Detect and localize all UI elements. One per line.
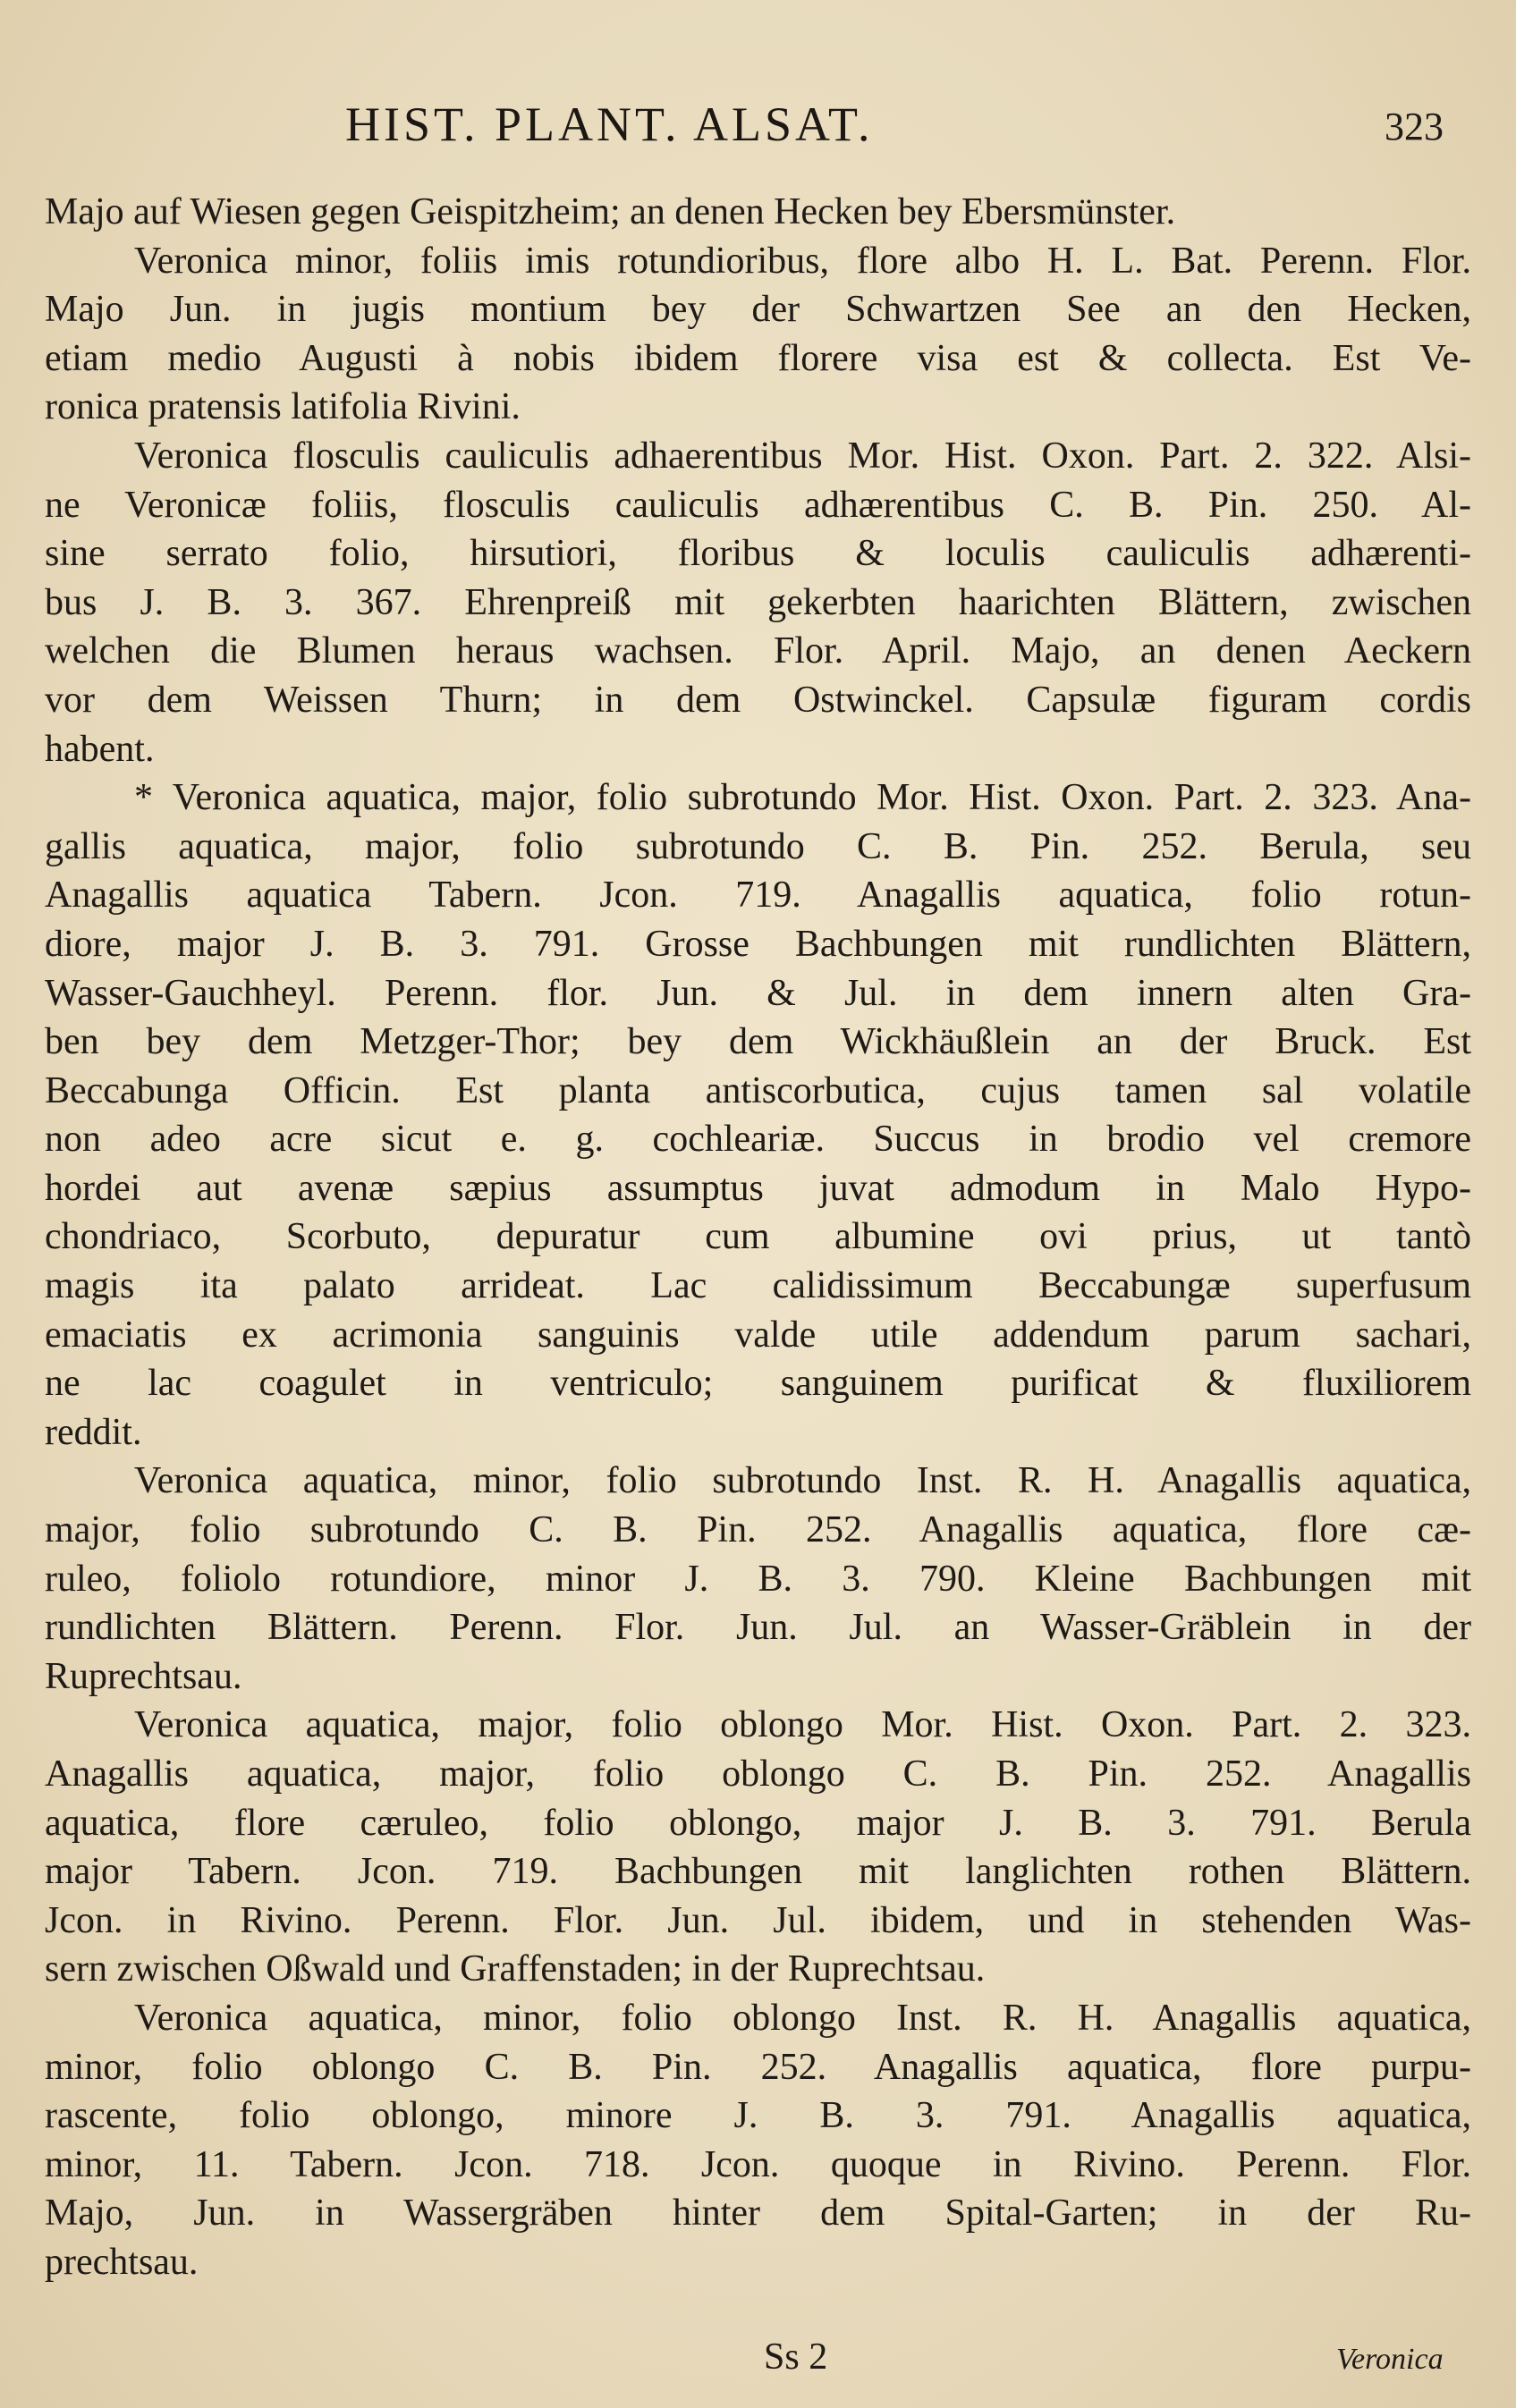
- text-line: ne Veronicæ foliis, flosculis cauliculis adhærentibus C. B. Pin. 250. Al-: [45, 484, 1471, 526]
- entry-veronica-aquatica-major-subrotundo: [45, 773, 1471, 1457]
- text-line: aquatica, flore cæruleo, folio oblongo, major J. B. 3. 791. Berula: [45, 1802, 1471, 1844]
- page-header: [0, 97, 1516, 159]
- text-line: emaciatis ex acrimonia sanguinis valde utile addendum parum sachari,: [45, 1314, 1471, 1356]
- text-line: chondriaco, Scorbuto, depuratur cum albumine ovi prius, ut tantò: [45, 1216, 1471, 1258]
- entry-veronica-aquatica-minor-oblongo: [45, 1994, 1471, 2287]
- text-line: Anagallis aquatica, major, folio oblongo C. B. Pin. 252. Anagallis: [45, 1753, 1471, 1795]
- text-line: diore, major J. B. 3. 791. Grosse Bachbungen mit rundlichten Blättern,: [45, 923, 1471, 965]
- entry-veronica-minor: [45, 237, 1471, 432]
- text-line: rascente, folio oblongo, minore J. B. 3. 791. Anagallis aquatica,: [45, 2095, 1471, 2137]
- body-text: [45, 188, 1471, 2287]
- running-head: HIST. PLANT. ALSAT.: [345, 97, 874, 151]
- text-line: Wasser-Gauchheyl. Perenn. flor. Jun. & Jul. in dem innern alten Gra-: [45, 972, 1471, 1014]
- entry-veronica-aquatica-minor-subrotundo: [45, 1457, 1471, 1701]
- text-line: ne lac coagulet in ventriculo; sanguinem purificat & fluxiliorem: [45, 1363, 1471, 1405]
- text-line: Beccabunga Officin. Est planta antiscorbutica, cujus tamen sal volatile: [45, 1069, 1471, 1111]
- text-line: * Veronica aquatica, major, folio subrotundo Mor. Hist. Oxon. Part. 2. 323. Ana-: [134, 777, 1471, 819]
- text-line: vor dem Weissen Thurn; in dem Ostwinckel. Capsulæ figuram cordis: [45, 679, 1471, 721]
- page-number: 323: [1385, 105, 1444, 148]
- text-line: welchen die Blumen heraus wachsen. Flor. April. Majo, an denen Aeckern: [45, 630, 1471, 672]
- text-line: hordei aut avenæ sæpius assumptus juvat admodum in Malo Hypo-: [45, 1167, 1471, 1209]
- text-line: minor, 11. Tabern. Jcon. 718. Jcon. quoque in Rivino. Perenn. Flor.: [45, 2143, 1471, 2185]
- text-line: Veronica minor, foliis imis rotundioribus, flore albo H. L. Bat. Perenn. Flor.: [134, 240, 1471, 282]
- text-line: etiam medio Augusti à nobis ibidem florere visa est & collecta. Est Ve-: [45, 337, 1471, 379]
- text-line: gallis aquatica, major, folio subrotundo C. B. Pin. 252. Berula, seu: [45, 825, 1471, 867]
- text-line: Veronica aquatica, minor, folio oblongo Inst. R. H. Anagallis aquatica,: [134, 1997, 1471, 2039]
- text-line: rundlichten Blättern. Perenn. Flor. Jun. Jul. an Wasser-Gräblein in der: [45, 1607, 1471, 1649]
- entry-veronica-flosculis: [45, 432, 1471, 773]
- text-line: ruleo, foliolo rotundiore, minor J. B. 3. 790. Kleine Bachbungen mit: [45, 1558, 1471, 1600]
- text-line: Majo Jun. in jugis montium bey der Schwartzen See an den Hecken,: [45, 289, 1471, 331]
- text-line: prechtsau.: [45, 2241, 199, 2283]
- text-line: Jcon. in Rivino. Perenn. Flor. Jun. Jul. ibidem, und in stehenden Was-: [45, 1899, 1471, 1941]
- text-line: major Tabern. Jcon. 719. Bachbungen mit langlichten rothen Blättern.: [45, 1851, 1471, 1893]
- text-line: Majo auf Wiesen gegen Geispitzheim; an denen Hecken bey Ebersmünster.: [45, 191, 1176, 232]
- text-line: magis ita palato arrideat. Lac calidissimum Beccabungæ superfusum: [45, 1265, 1471, 1307]
- text-line: bus J. B. 3. 367. Ehrenpreiß mit gekerbten haarichten Blättern, zwischen: [45, 581, 1471, 623]
- text-line: non adeo acre sicut e. g. cochleariæ. Succus in brodio vel cremore: [45, 1119, 1471, 1161]
- text-line: Veronica flosculis cauliculis adhaerentibus Mor. Hist. Oxon. Part. 2. 322. Alsi-: [134, 435, 1471, 477]
- text-line: reddit.: [45, 1411, 142, 1453]
- paragraph-ebersmuenster: [45, 188, 1471, 237]
- text-line: ben bey dem Metzger-Thor; bey dem Wickhäußlein an der Bruck. Est: [45, 1021, 1471, 1063]
- entry-veronica-aquatica-major-oblongo: [45, 1701, 1471, 1994]
- text-line: habent.: [45, 728, 155, 770]
- text-line: sine serrato folio, hirsutiori, floribus & loculis cauliculis adhærenti-: [45, 533, 1471, 575]
- text-line: Veronica aquatica, minor, folio subrotundo Inst. R. H. Anagallis aquatica,: [134, 1460, 1471, 1502]
- text-line: Ruprechtsau.: [45, 1655, 242, 1697]
- signature-mark: Ss 2: [764, 2336, 828, 2378]
- text-line: minor, folio oblongo C. B. Pin. 252. Anagallis aquatica, flore purpu-: [45, 2046, 1471, 2088]
- text-line: Veronica aquatica, major, folio oblongo Mor. Hist. Oxon. Part. 2. 323.: [134, 1704, 1471, 1746]
- text-line: Majo, Jun. in Wassergräben hinter dem Spital-Garten; in der Ru-: [45, 2193, 1471, 2235]
- text-line: Anagallis aquatica Tabern. Jcon. 719. Anagallis aquatica, folio rotun-: [45, 874, 1471, 917]
- text-line: ronica pratensis latifolia Rivini.: [45, 386, 521, 428]
- text-line: sern zwischen Oßwald und Graffenstaden; in der Ruprechtsau.: [45, 1948, 986, 1990]
- catchword: Veronica: [1336, 2343, 1444, 2376]
- page-footer: [0, 2336, 1516, 2389]
- text-line: major, folio subrotundo C. B. Pin. 252. Anagallis aquatica, flore cæ-: [45, 1509, 1471, 1551]
